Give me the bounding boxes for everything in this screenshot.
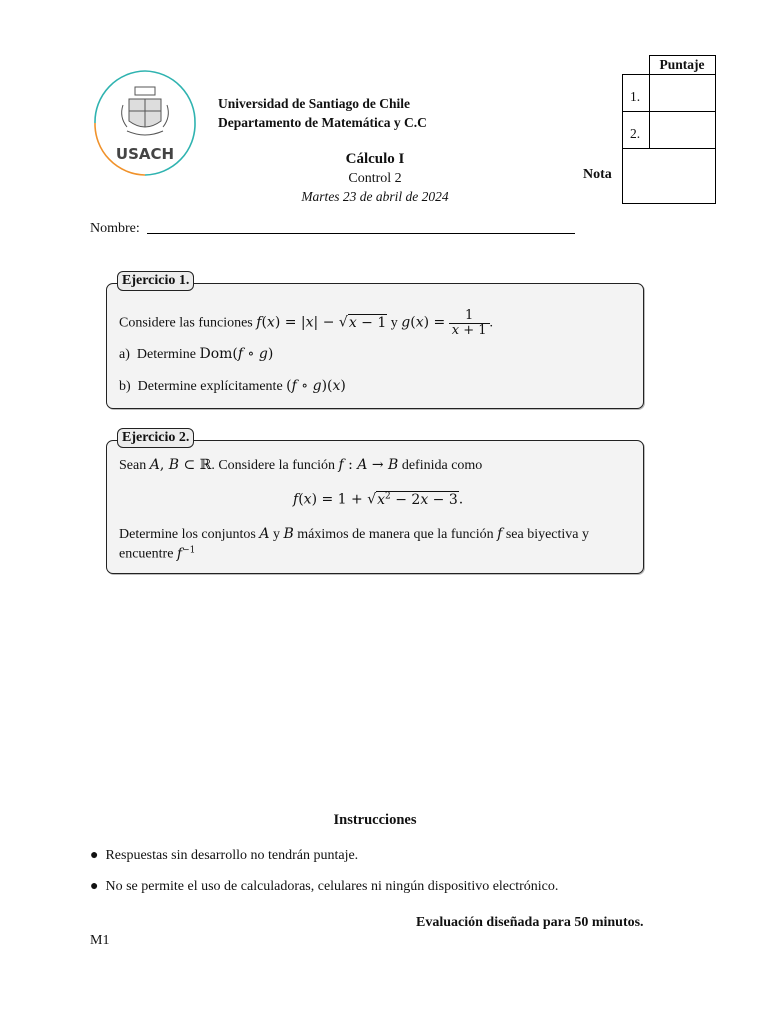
exercise-1-g-fraction: $\frac{1}{x + 1}$ — [449, 309, 490, 338]
exercise-1-part-a — [119, 346, 273, 363]
footer-code: M1 — [90, 933, 110, 948]
ex2-set-b: B — [283, 526, 294, 542]
exercise-2-line-3 — [119, 545, 195, 563]
ex2-and: y — [273, 527, 280, 542]
instruction-text: Respuestas sin desarrollo no tendrán puntaje. — [105, 848, 359, 863]
usach-logo — [93, 69, 197, 177]
ex2-set-a: A — [259, 526, 270, 542]
score-cell-2[interactable] — [649, 112, 715, 149]
score-table-corner — [623, 56, 650, 75]
instructions-title: Instrucciones — [333, 812, 417, 828]
instruction-item — [90, 848, 358, 864]
part-a-label: a) — [119, 347, 130, 362]
exercise-2-formula: $f(x) = 1 + √x^2 - 2x - 3$. — [293, 491, 464, 508]
bullet-icon: ● — [90, 879, 99, 894]
part-a-expression: Dom(f ∘ g) — [199, 346, 274, 362]
score-table — [622, 55, 716, 204]
ex2-determine: Determine los conjuntos — [119, 527, 256, 542]
exercise-2-line-1 — [119, 457, 482, 474]
nombre-field[interactable] — [147, 233, 575, 234]
nota-cell[interactable] — [623, 149, 716, 204]
exercise-1-tag: Ejercicio 1. — [117, 271, 194, 291]
score-table-header: Puntaje — [649, 56, 715, 75]
ex2-sean: Sean — [119, 458, 147, 473]
exercise-1-part-b — [119, 378, 346, 395]
ex2-find: encuentre — [119, 546, 174, 562]
nombre-label: Nombre: — [90, 221, 140, 236]
nota-label: Nota — [583, 167, 612, 182]
bullet-icon: ● — [90, 848, 99, 863]
exercise-2-tag: Ejercicio 2. — [117, 428, 194, 448]
ex2-bijective: sea biyectiva y — [505, 527, 589, 542]
instruction-item — [90, 879, 558, 895]
part-b-label: b) — [119, 379, 131, 394]
ex2-defined-as: definida como — [401, 458, 483, 473]
ex2-f: f — [497, 526, 503, 542]
part-b-text: Determine explícitamente — [137, 379, 283, 394]
exercise-1-connector: y — [390, 315, 398, 331]
score-row-label-1: 1. — [623, 75, 650, 112]
university-name: Universidad de Santiago de Chile — [218, 96, 411, 111]
exercise-1-g-definition: g(x) = — [401, 314, 446, 331]
course-title: Cálculo I — [345, 151, 405, 167]
instruction-text: No se permite el uso de calculadoras, celulares ni ningún dispositivo electrónico. — [105, 879, 559, 894]
exam-name: Control 2 — [348, 171, 402, 186]
part-b-expression: (f ∘ g)(x) — [286, 378, 346, 394]
ex2-sets: A, B ⊂ ℝ — [149, 457, 212, 473]
score-cell-1[interactable] — [649, 75, 715, 112]
score-row-label-2: 2. — [623, 112, 650, 149]
exercise-1-statement: Considere las funciones f(x) = |x| − √x − 1 y g(x) = $\frac{1}{x + 1}$ . — [119, 308, 494, 338]
part-a-text: Determine — [136, 347, 196, 362]
ex2-inverse: $f^{-1}$ — [176, 545, 196, 562]
exercise-1-f-definition: f(x) = |x| − √x − 1 — [256, 314, 387, 331]
exercise-2-line-2 — [119, 526, 589, 543]
exercise-2-box — [106, 440, 644, 574]
ex2-maximal: máximos de manera que la función — [297, 527, 494, 542]
exam-date: Martes 23 de abril de 2024 — [301, 189, 449, 204]
ex2-consider: . Considere la función — [211, 458, 335, 473]
department-name: Departamento de Matemática y C.C — [218, 115, 427, 130]
ex2-function-signature: f : A → B — [338, 457, 399, 473]
exercise-1-box — [106, 283, 644, 409]
duration-note: Evaluación diseñada para 50 minutos. — [416, 915, 644, 930]
logo-text: USACH — [115, 145, 175, 163]
exercise-1-intro: Considere las funciones — [119, 315, 253, 331]
